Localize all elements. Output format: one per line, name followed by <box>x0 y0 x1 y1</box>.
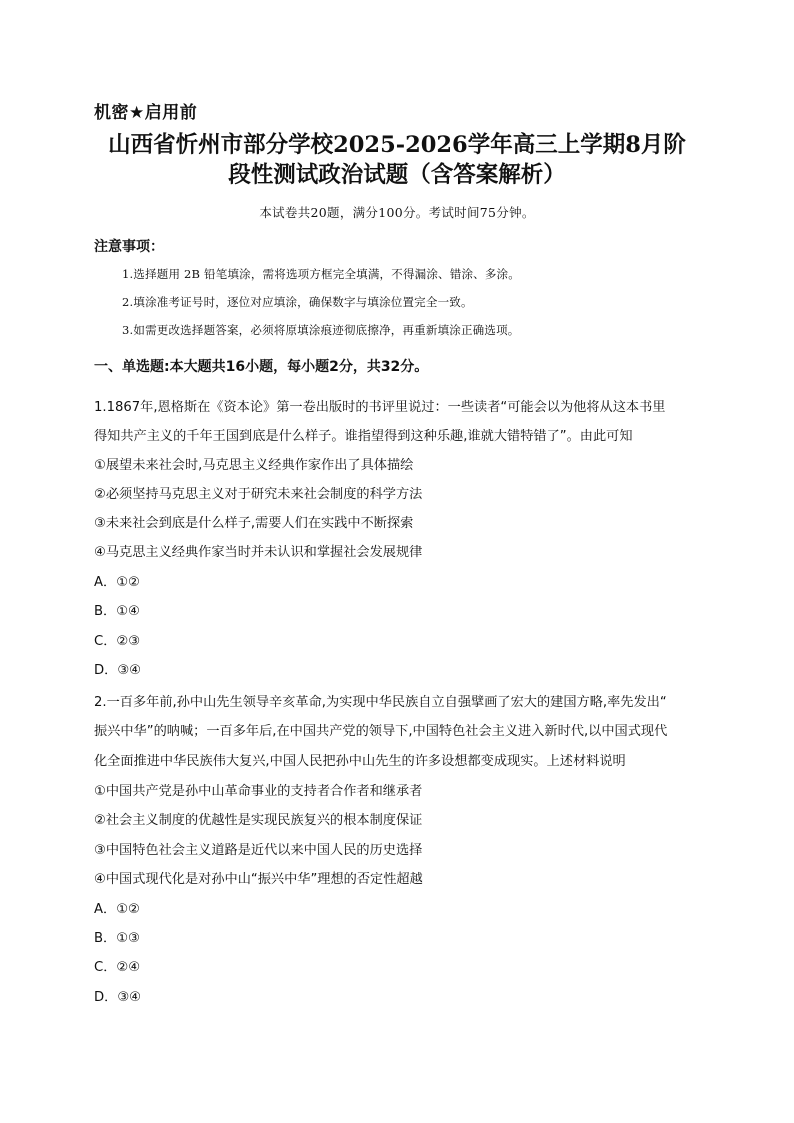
question-2-option-d[interactable]: D．③④ <box>94 990 141 1005</box>
notice-item: 1.选择题用 2B 铅笔填涂，需将选项方框完全填满，不得漏涂、错涂、多涂。 <box>122 267 520 281</box>
question-1-option-b[interactable]: B．①④ <box>94 604 140 619</box>
question-1-option-a[interactable]: A．①② <box>94 575 140 590</box>
exam-title-line-1: 山西省忻州市部分学校2025-2026学年高三上学期8月阶 <box>108 132 686 158</box>
question-1-statement: ①展望未来社会时,马克思主义经典作家作出了具体描绘 <box>94 458 414 473</box>
question-1-option-d[interactable]: D．③④ <box>94 663 141 678</box>
question-2-statement: ④中国式现代化是对孙中山“振兴中华”理想的否定性超越 <box>94 872 423 887</box>
question-2-option-a[interactable]: A．①② <box>94 902 140 917</box>
question-2-stem-line: 振兴中华”的呐喊；一百多年后,在中国共产党的领导下,中国特色社会主义进入新时代,以中国式现代 <box>94 724 668 739</box>
notice-heading: 注意事项： <box>94 239 164 255</box>
question-2-option-b[interactable]: B．①③ <box>94 931 140 946</box>
section-heading: 一、单选题:本大题共16小题，每小题2分，共32分。 <box>94 359 429 375</box>
notice-item: 2.填涂准考证号时，逐位对应填涂，确保数字与填涂位置完全一致。 <box>122 295 473 309</box>
question-2-stem-line: 2.一百多年前,孙中山先生领导辛亥革命,为实现中华民族自立自强擘画了宏大的建国方略,率先发出“ <box>94 695 667 710</box>
question-2-statement: ①中国共产党是孙中山革命事业的支持者合作者和继承者 <box>94 784 423 799</box>
question-2-statement: ③中国特色社会主义道路是近代以来中国人民的历史选择 <box>94 843 423 858</box>
question-1-statement: ②必须坚持马克思主义对于研究未来社会制度的科学方法 <box>94 487 423 502</box>
exam-title-line-2: 段性测试政治试题（含答案解析） <box>228 162 566 188</box>
question-1-stem-line: 得知共产主义的千年王国到底是什么样子。谁指望得到这种乐趣,谁就大错特错了”。由此可知 <box>94 429 633 444</box>
question-1-stem-line: 1.1867年,恩格斯在《资本论》第一卷出版时的书评里说过：一些读者“可能会以为他将从这本书里 <box>94 400 666 415</box>
question-2-statement: ②社会主义制度的优越性是实现民族复兴的根本制度保证 <box>94 813 423 828</box>
question-1-statement: ④马克思主义经典作家当时并未认识和掌握社会发展规律 <box>94 545 423 560</box>
question-1-statement: ③未来社会到底是什么样子,需要人们在实践中不断探索 <box>94 516 414 531</box>
exam-info: 本试卷共20题，满分100分。考试时间75分钟。 <box>259 205 535 220</box>
confidential-mark: 机密★启用前 <box>94 103 198 123</box>
question-1-option-c[interactable]: C．②③ <box>94 634 141 649</box>
question-2-stem-line: 化全面推进中华民族伟大复兴,中国人民把孙中山先生的许多设想都变成现实。上述材料说明 <box>94 754 626 769</box>
question-2-option-c[interactable]: C．②④ <box>94 960 141 975</box>
notice-item: 3.如需更改选择题答案，必须将原填涂痕迹彻底擦净，再重新填涂正确选项。 <box>122 323 520 337</box>
